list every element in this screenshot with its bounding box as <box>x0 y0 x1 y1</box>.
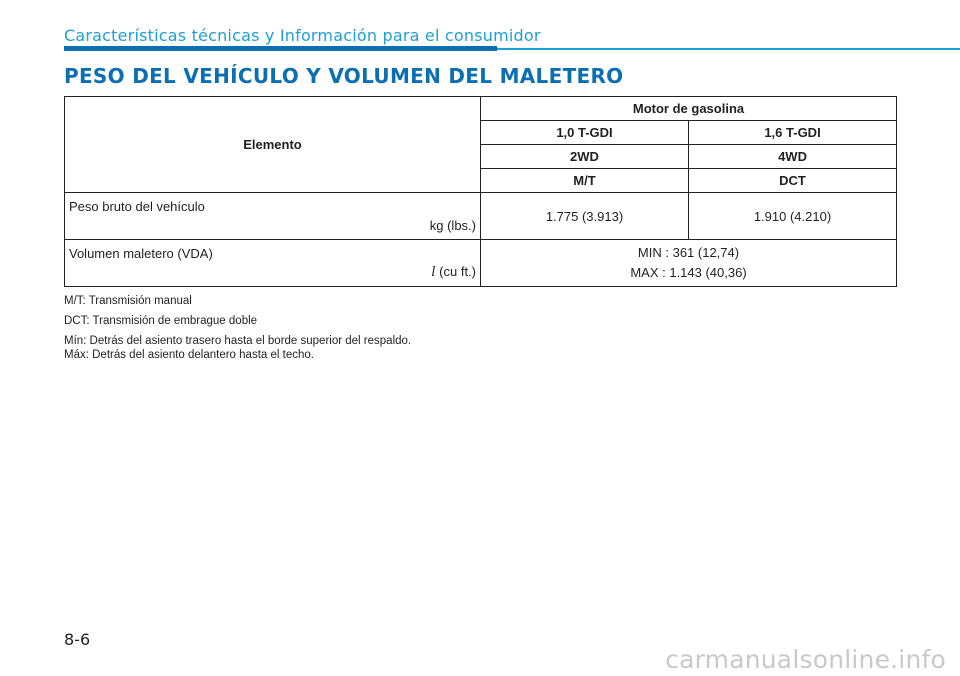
transmission-1-cell: M/T <box>481 169 689 193</box>
drive-1-cell: 2WD <box>481 145 689 169</box>
volume-min: MIN : 361 (12,74) <box>637 245 740 260</box>
chapter-underline-light <box>497 48 960 50</box>
transmission-2-cell: DCT <box>689 169 897 193</box>
liter-symbol: l <box>431 265 436 280</box>
engine-header: Motor de gasolina <box>481 97 897 121</box>
note-min: Mín: Detrás del asiento trasero hasta el borde superior del respaldo. <box>64 335 412 347</box>
page-number: 8-6 <box>64 630 91 649</box>
table-row <box>65 193 897 240</box>
chapter-title: Características técnicas y Información para el consumidor <box>64 26 541 45</box>
engine-2-cell: 1,6 T-GDI <box>689 121 897 145</box>
volume-unit-text: (cu ft.) <box>435 264 476 279</box>
note-dct: DCT: Transmisión de embrague doble <box>64 315 258 327</box>
watermark: carmanualsonline.info <box>665 645 946 674</box>
spec-table <box>64 96 897 287</box>
volume-max: MAX : 1.143 (40,36) <box>630 265 747 280</box>
note-mt: M/T: Transmisión manual <box>64 295 192 307</box>
footnotes <box>64 294 411 362</box>
element-header: Elemento <box>65 97 481 193</box>
chapter-underline-dark <box>64 46 497 51</box>
weight-value-2: 1.910 (4.210) <box>689 193 897 240</box>
weight-label-cell <box>65 193 481 240</box>
engine-1-cell: 1,0 T-GDI <box>481 121 689 145</box>
note-max: Máx: Detrás del asiento delantero hasta el techo. <box>64 349 314 361</box>
weight-unit: kg (lbs.) <box>429 218 476 233</box>
volume-unit <box>431 264 476 280</box>
weight-value-1: 1.775 (3.913) <box>481 193 689 240</box>
weight-label: Peso bruto del vehículo <box>69 199 205 214</box>
volume-label-cell <box>65 240 481 287</box>
volume-label: Volumen maletero (VDA) <box>69 246 213 261</box>
table-row <box>65 240 897 287</box>
volume-value-cell <box>481 240 897 287</box>
section-title: PESO DEL VEHÍCULO Y VOLUMEN DEL MALETERO <box>64 64 624 88</box>
drive-2-cell: 4WD <box>689 145 897 169</box>
